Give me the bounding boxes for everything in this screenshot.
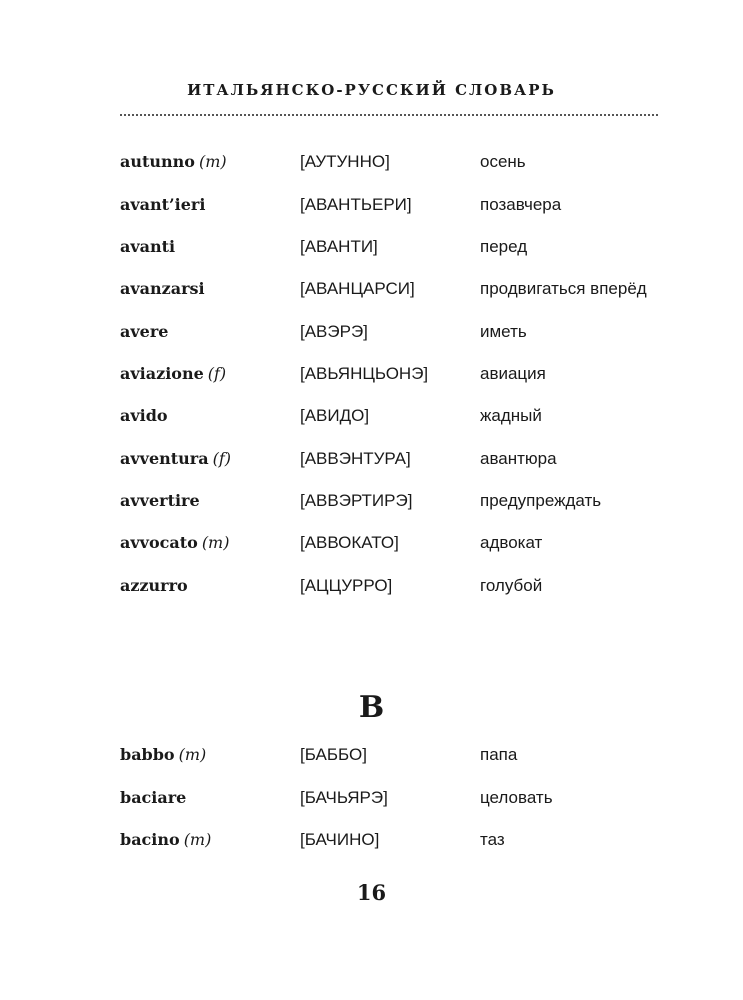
entry-translation: осень	[480, 152, 526, 171]
entry-word	[120, 235, 179, 259]
entry-gender: (f)	[212, 449, 231, 468]
dictionary-entry	[0, 828, 743, 852]
entry-transcription: [БАЧИНО]	[300, 830, 380, 849]
entry-word-text: avanti	[120, 237, 176, 256]
entry-word	[120, 531, 229, 555]
entry-gender: (f)	[207, 364, 227, 383]
dictionary-entry	[0, 277, 743, 301]
entry-word	[120, 362, 226, 386]
entry-word-text: baciare	[120, 788, 187, 807]
entry-word-text: avvertire	[120, 491, 200, 510]
entry-word	[120, 150, 227, 174]
entry-transcription: [АЦЦУРРО]	[300, 576, 393, 595]
section-letter-heading: B	[358, 690, 385, 725]
entry-word	[120, 489, 204, 513]
entry-translation: иметь	[480, 322, 527, 341]
entry-word-text: avere	[120, 322, 169, 341]
entry-word-text: avventura	[120, 449, 209, 468]
entry-transcription: [АВВОКАТО]	[300, 533, 399, 552]
entry-word	[120, 786, 190, 810]
entry-transcription: [АВВЭРТИРЭ]	[300, 491, 413, 510]
entry-gender: (m)	[178, 745, 207, 764]
entry-transcription: [АВАНТИ]	[300, 237, 378, 256]
entry-translation: авиация	[480, 364, 546, 383]
entry-transcription: [АВЭРЭ]	[300, 322, 368, 341]
entry-word-text: autunno	[120, 152, 195, 171]
dictionary-entry	[0, 320, 743, 344]
entry-transcription: [АВИДО]	[300, 406, 370, 425]
entry-translation: авантюра	[480, 449, 557, 468]
entry-translation: таз	[480, 830, 505, 849]
entry-translation: папа	[480, 745, 518, 764]
dictionary-entry	[0, 531, 743, 555]
entry-transcription: [АВАНТЬЕРИ]	[300, 195, 412, 214]
entry-word	[120, 404, 172, 428]
entry-transcription: [БАЧЬЯРЭ]	[300, 788, 388, 807]
entry-word	[120, 193, 209, 217]
entry-word-text: avanzarsi	[120, 279, 205, 298]
entry-transcription: [БАББО]	[300, 745, 367, 764]
dictionary-entry	[0, 150, 743, 174]
entry-word-text: avido	[120, 406, 168, 425]
entry-translation: продвигаться вперёд	[480, 279, 647, 298]
entry-translation: адвокат	[480, 533, 543, 552]
dictionary-entry	[0, 574, 743, 598]
page-header-title: ИТАЛЬЯНСКО-РУССКИЙ СЛОВАРЬ	[187, 81, 556, 99]
entry-word	[120, 277, 209, 301]
dictionary-entry	[0, 786, 743, 810]
entry-word-text: avvocato	[120, 533, 198, 552]
entry-word	[120, 574, 192, 598]
page-number: 16	[356, 880, 387, 905]
entry-translation: голубой	[480, 576, 543, 595]
entry-translation: жадный	[480, 406, 542, 425]
entry-word-text: aviazione	[120, 364, 204, 383]
entry-translation: перед	[480, 237, 528, 256]
entry-gender: (m)	[183, 830, 212, 849]
entry-word-text: babbo	[120, 745, 175, 764]
entry-word	[120, 828, 211, 852]
entry-gender: (m)	[198, 152, 227, 171]
dictionary-entry	[0, 404, 743, 428]
entry-word-text: azzurro	[120, 576, 188, 595]
entry-translation: предупреждать	[480, 491, 602, 510]
dictionary-entry	[0, 743, 743, 767]
entry-transcription: [АВВЭНТУРА]	[300, 449, 411, 468]
dictionary-entry	[0, 362, 743, 386]
dictionary-entry	[0, 193, 743, 217]
entry-word-text: bacino	[120, 830, 180, 849]
dictionary-entry	[0, 489, 743, 513]
entry-transcription: [АВЬЯНЦЬОНЭ]	[300, 364, 429, 383]
entry-word-text: avant’ieri	[120, 195, 206, 214]
entry-gender: (m)	[201, 533, 230, 552]
entry-word	[120, 447, 231, 471]
entry-translation: целовать	[480, 788, 553, 807]
entry-word	[120, 320, 172, 344]
dictionary-entry	[0, 235, 743, 259]
dictionary-entry	[0, 447, 743, 471]
entry-transcription: [АУТУННО]	[300, 152, 390, 171]
entry-transcription: [АВАНЦАРСИ]	[300, 279, 415, 298]
entry-translation: позавчера	[480, 195, 562, 214]
entry-word	[120, 743, 206, 767]
